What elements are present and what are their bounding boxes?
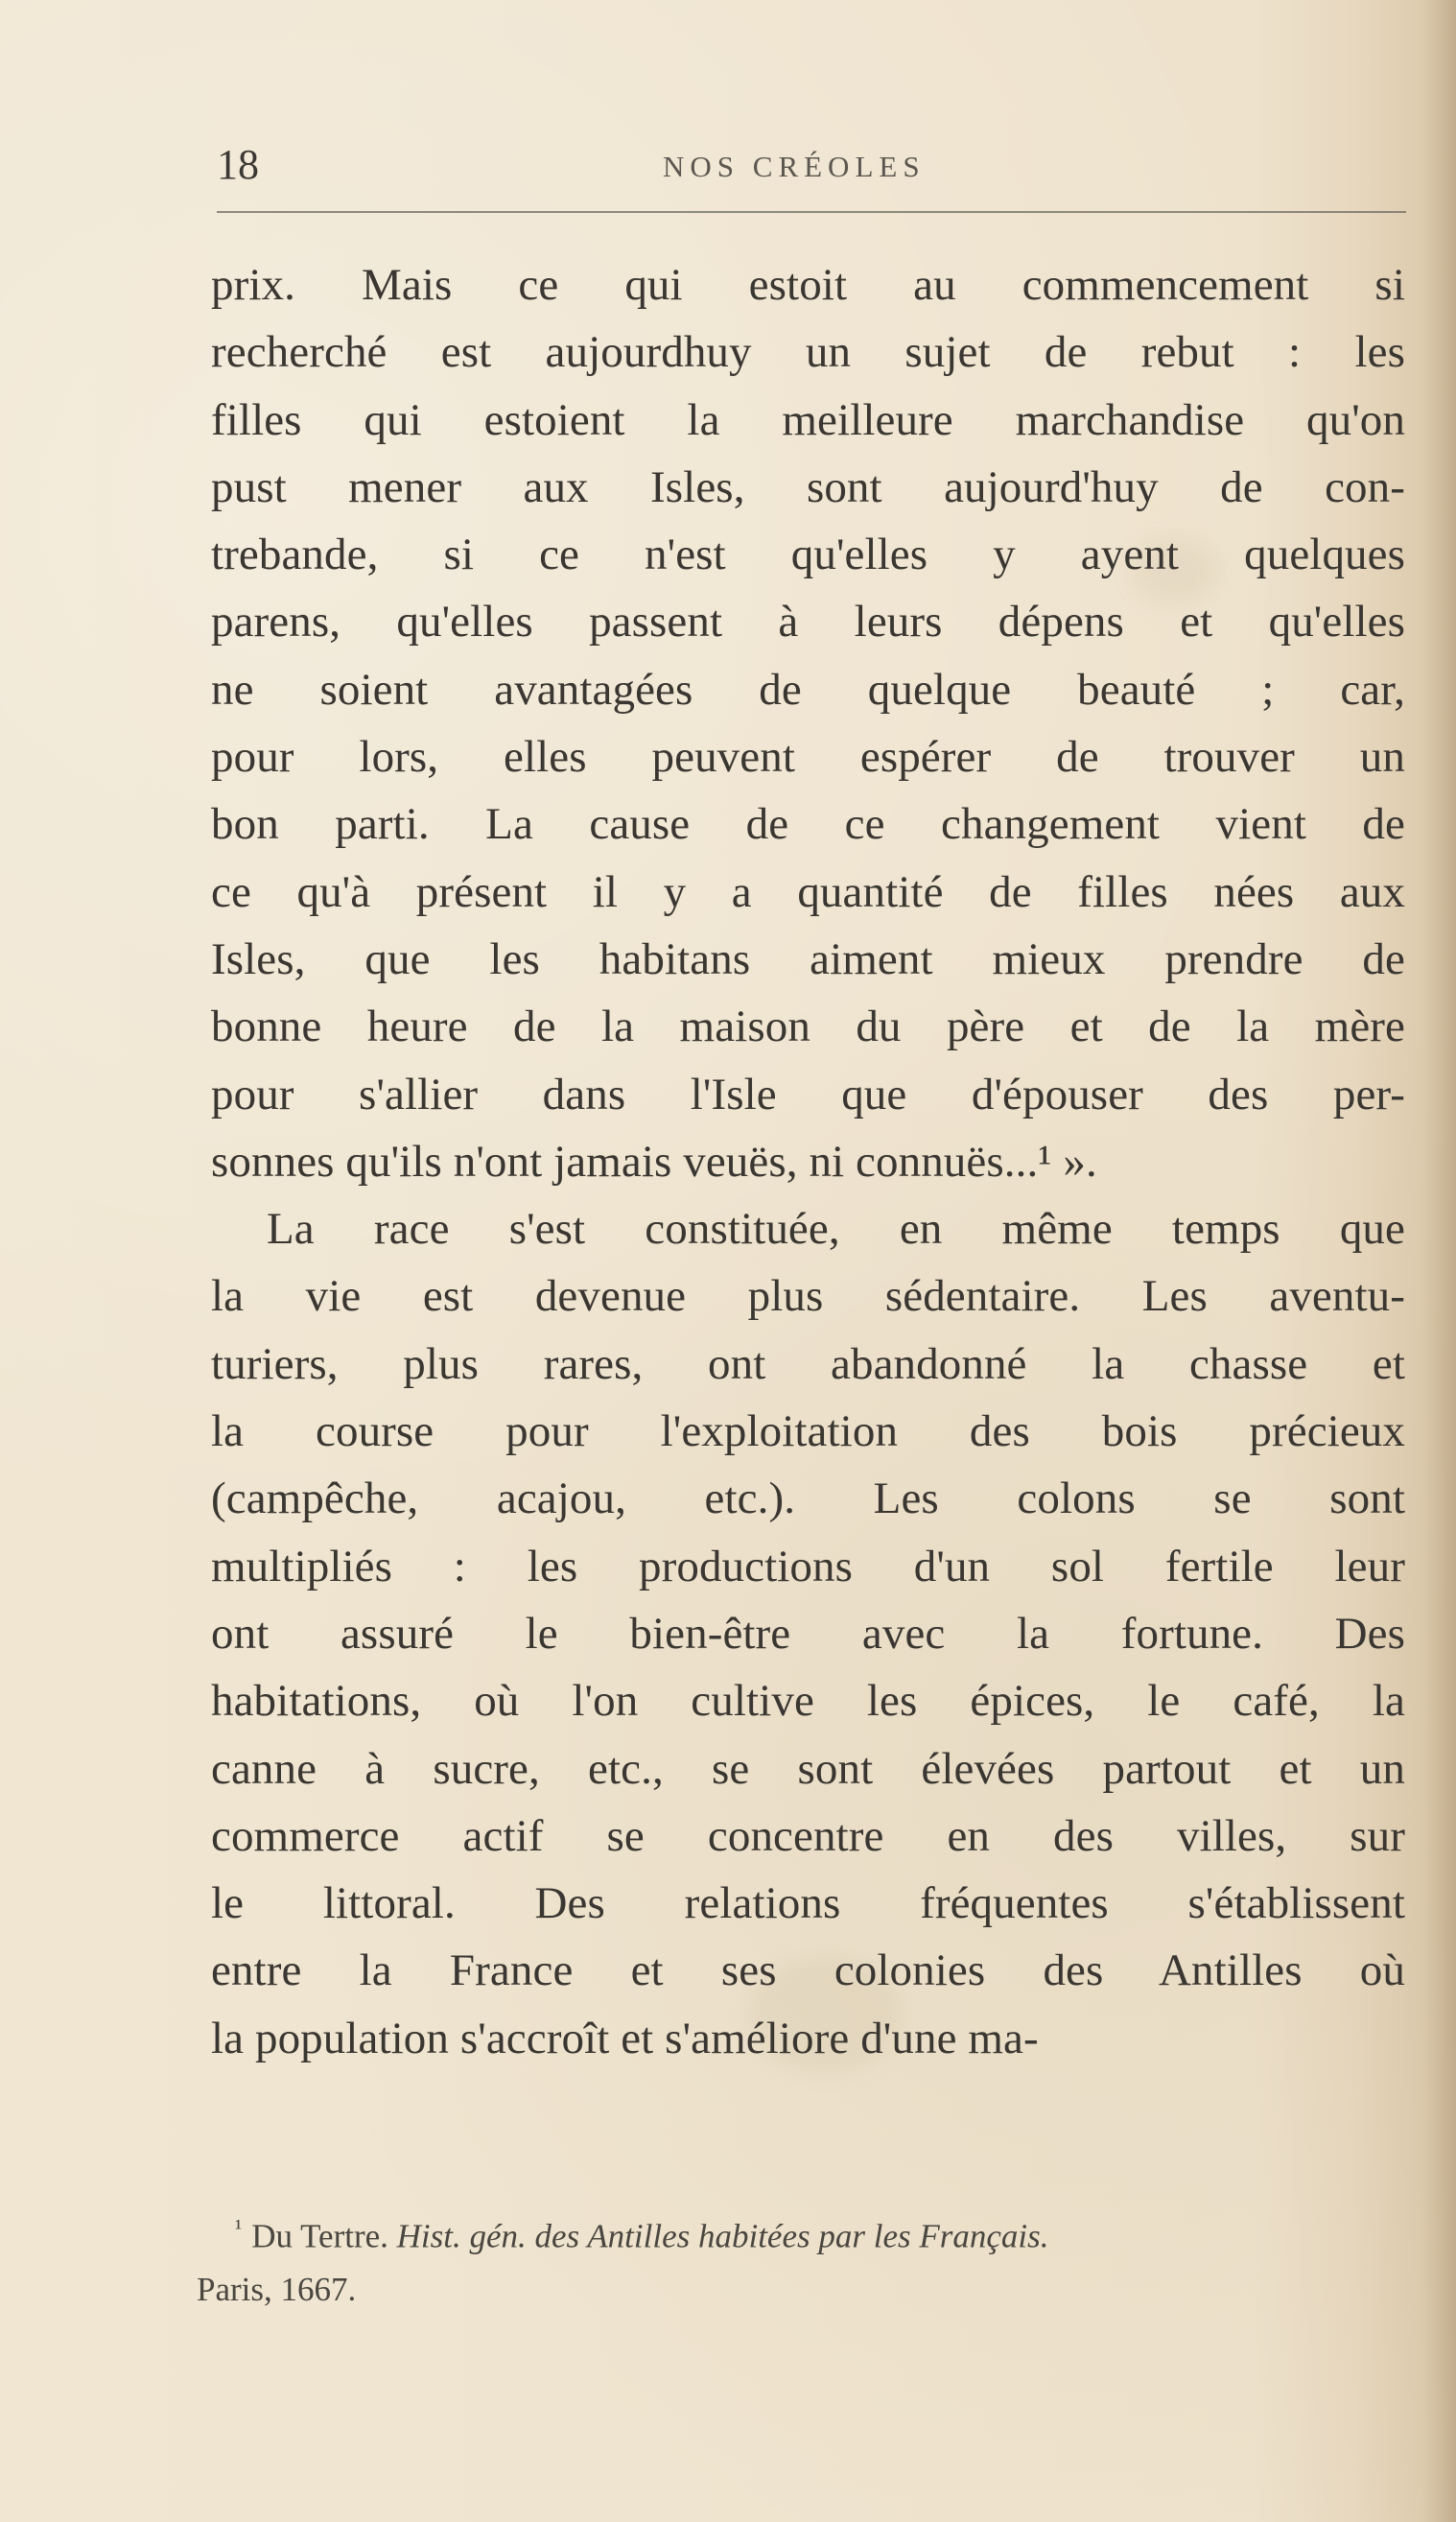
text-line: (campêche, acajou, etc.). Les colons se sont <box>211 1473 1405 1524</box>
text-line: ont assuré le bien-être avec la fortune. Des <box>211 1608 1405 1659</box>
text-line: la population s'accroît et s'améliore d'une ma- <box>211 2013 1039 2063</box>
text-line: ne soient avantagées de quelque beauté ; car, <box>211 664 1405 715</box>
running-head: NOS CRÉOLES <box>663 150 926 183</box>
text-line: canne à sucre, etc., se sont élevées partout et un <box>211 1743 1405 1794</box>
footnote-author: Du Tertre. <box>251 2217 388 2255</box>
text-line: la vie est devenue plus sédentaire. Les aventu- <box>211 1271 1405 1322</box>
text-line: multipliés : les productions d'un sol fertile leur <box>211 1541 1405 1591</box>
text-line: le littoral. Des relations fréquentes s'établissent <box>211 1878 1405 1929</box>
text-line: ce qu'à présent il y a quantité de filles nées aux <box>211 866 1405 917</box>
footnote-line <box>197 2203 1405 2263</box>
text-line: commerce actif se concentre en des villes, sur <box>211 1810 1405 1861</box>
page-edge-shadow <box>1423 0 1456 2522</box>
text-line: La race s'est constituée, en même temps que <box>267 1204 1405 1255</box>
text-line: recherché est aujourdhuy un sujet de rebut : les <box>211 327 1405 378</box>
text-line: sonnes qu'ils n'ont jamais veuës, ni connuës...¹ ». <box>211 1136 1097 1187</box>
text-line: bonne heure de la maison du père et de la mère <box>211 1002 1405 1052</box>
text-line: bon parti. La cause de ce changement vient de <box>211 799 1405 850</box>
text-line: pour s'allier dans l'Isle que d'épouser des per- <box>211 1069 1405 1120</box>
text-line: parens, qu'elles passent à leurs dépens et qu'elles <box>211 597 1405 648</box>
text-line: la course pour l'exploitation des bois précieux <box>211 1406 1405 1457</box>
text-line: trebande, si ce n'est qu'elles y ayent quelques <box>211 530 1405 580</box>
footnote <box>197 2203 1405 2316</box>
main-text <box>211 251 1405 2072</box>
footnote-place-date: Paris, 1667. <box>197 2270 357 2308</box>
page-number: 18 <box>217 141 259 188</box>
text-line: filles qui estoient la meilleure marchandise qu'on <box>211 394 1405 445</box>
text-line: pust mener aux Isles, sont aujourd'huy de con- <box>211 461 1405 512</box>
text-line: pour lors, elles peuvent espérer de trouver un <box>211 732 1405 783</box>
footnote-marker: ¹ <box>235 2216 243 2241</box>
text-line: habitations, où l'on cultive les épices, le café, la <box>211 1676 1405 1727</box>
footnote-line <box>197 2263 1405 2316</box>
text-line: turiers, plus rares, ont abandonné la chasse et <box>211 1338 1405 1389</box>
text-line: entre la France et ses colonies des Antilles où <box>211 1945 1405 1996</box>
footnote-title: Hist. gén. des Antilles habitées par les Français. <box>396 2217 1049 2255</box>
header-rule <box>217 211 1406 213</box>
text-line: prix. Mais ce qui estoit au commencement si <box>211 260 1405 310</box>
page-header <box>217 141 1406 201</box>
text-line: Isles, que les habitans aiment mieux prendre de <box>211 933 1405 984</box>
